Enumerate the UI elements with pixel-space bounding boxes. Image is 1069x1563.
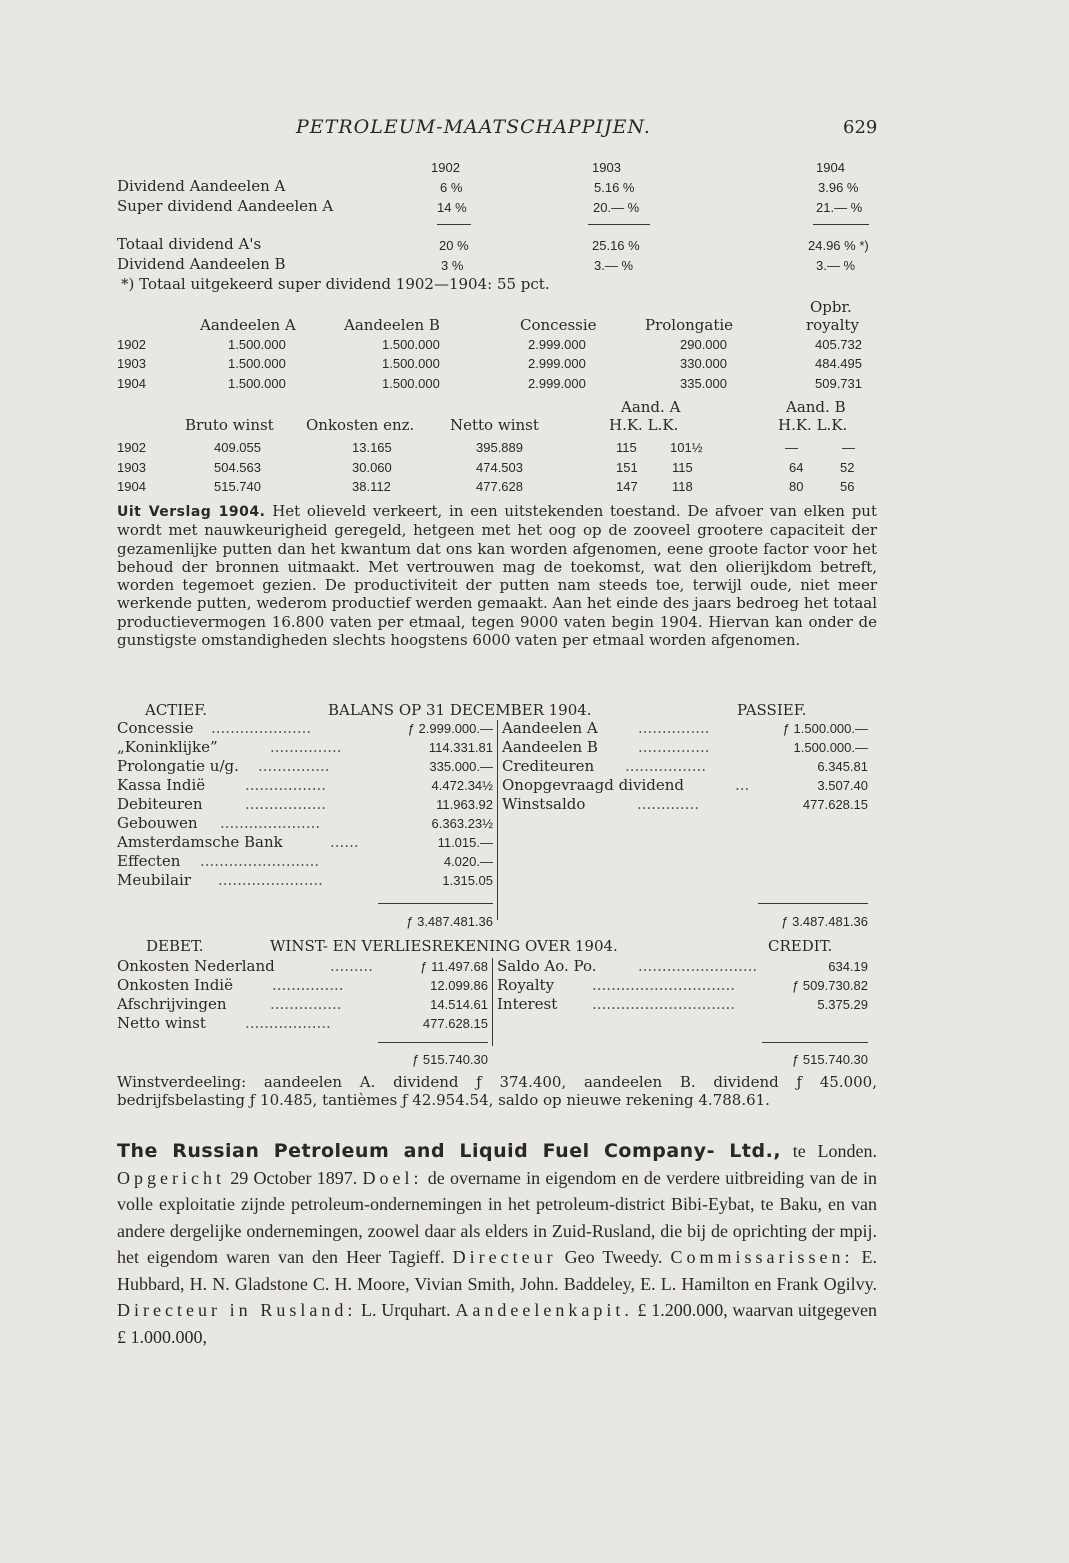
sum-rule bbox=[813, 224, 869, 225]
total-rule bbox=[378, 903, 493, 904]
pl-title: WINST- EN VERLIESREKENING OVER 1904. bbox=[270, 937, 618, 955]
balance-left-value: 335.000.— bbox=[429, 759, 493, 774]
cell: 101½ bbox=[670, 440, 703, 455]
footnote: *) Totaal uitgekeerd super dividend 1902—1904: 55 pct. bbox=[121, 275, 550, 293]
year-cell: 1904 bbox=[117, 479, 146, 494]
cell: 3.96 % bbox=[818, 180, 859, 195]
keyword: Opgericht bbox=[117, 1167, 225, 1188]
balance-left-label: Concessie bbox=[117, 719, 194, 737]
cell: 1.500.000 bbox=[382, 337, 440, 352]
balance-right-value: 3.507.40 bbox=[817, 778, 868, 793]
cell: — bbox=[842, 440, 855, 455]
balance-right-label: Onopgevraagd dividend bbox=[502, 776, 684, 794]
balance-left-value: 4.472.34½ bbox=[431, 778, 493, 793]
report-lead: Uit Verslag 1904. bbox=[117, 504, 266, 520]
year-cell: 1902 bbox=[117, 440, 146, 455]
dot-leader: ...................... bbox=[218, 871, 323, 889]
company-text: E. Hubbard, H. N. Gladstone C. H. Moore, Vivian Smith, John. Baddeley, E. L. Hamilton en Frank Ogilvy. bbox=[117, 1247, 877, 1294]
cell: 80 bbox=[789, 479, 804, 494]
dot-leader: ..................... bbox=[211, 719, 312, 737]
pl-right-label: Royalty bbox=[497, 976, 555, 994]
pl-left-value: 14.514.61 bbox=[430, 997, 488, 1012]
balance-left-value: 6.363.23½ bbox=[431, 816, 493, 831]
pl-right-label: Interest bbox=[497, 995, 558, 1013]
actief-heading: ACTIEF. bbox=[145, 701, 208, 719]
company-text: L. Urquhart. bbox=[361, 1300, 451, 1320]
cell: 38.112 bbox=[352, 479, 391, 494]
balance-right-label: Aandeelen B bbox=[502, 738, 598, 756]
cell: 409.055 bbox=[214, 440, 261, 455]
balance-left-value: 1.315.05 bbox=[442, 873, 493, 888]
dot-leader: ......................... bbox=[200, 852, 320, 870]
cell: 484.495 bbox=[815, 356, 862, 371]
pl-left-label: Netto winst bbox=[117, 1014, 206, 1032]
company-text: 29 October 1897. bbox=[230, 1167, 358, 1188]
dot-leader: .............................. bbox=[592, 995, 736, 1013]
balance-left-value: ƒ 2.999.000.— bbox=[407, 721, 493, 736]
col-header: Prolongatie bbox=[645, 316, 734, 334]
pl-right-value: 5.375.29 bbox=[817, 997, 868, 1012]
cell: 24.96 % *) bbox=[808, 238, 869, 253]
cell: 115 bbox=[616, 440, 637, 455]
dot-leader: ............... bbox=[638, 719, 710, 737]
pl-right-value: 634.19 bbox=[828, 959, 868, 974]
col-header: Netto winst bbox=[450, 416, 539, 434]
pl-left-label: Onkosten Indië bbox=[117, 976, 233, 994]
balance-left-label: Effecten bbox=[117, 852, 181, 870]
sum-rule bbox=[437, 224, 471, 225]
report-text: Het olieveld verkeert, in een uitstekenden toestand. De afvoer van elken put wordt met nauwkeurigheid geregeld, hetgeen met het oog op de zooveel grootere capaciteit der gezamenlijke putten dan het kwantum dat ons kan worden afgenomen, eene groote factor voor het behoud der bronnen uitmaakt. Met vertrouwen mag de toekomst, wat den olierijkdom betreft, worden tegemoet gezien. De productiviteit der putten nam steeds toe, terwijl oude, niet meer werkende putten, wederom productief werden gemaakt. Aan het einde des jaars bedroeg het totaal productievermogen 16.800 vaten per etmaal, tegen 9000 vaten begin 1904. Hiervan kan onder de gunstigste omstandigheden slechts hoogstens 6000 vaten per etmaal worden afgenomen. bbox=[117, 502, 877, 650]
balance-left-label: Meubilair bbox=[117, 871, 192, 889]
pl-right-value: ƒ 509.730.82 bbox=[792, 978, 868, 993]
cell: 20 % bbox=[439, 238, 469, 253]
year-cell: 1902 bbox=[117, 337, 146, 352]
row-label: Dividend Aandeelen B bbox=[117, 255, 286, 273]
cell: 330.000 bbox=[680, 356, 727, 371]
distribution-paragraph bbox=[117, 1073, 877, 1110]
cell: 21.— % bbox=[816, 200, 863, 215]
cell: 395.889 bbox=[476, 440, 523, 455]
sum-rule bbox=[588, 224, 650, 225]
col-header: Aand. A bbox=[621, 398, 681, 416]
balance-left-label: Gebouwen bbox=[117, 814, 198, 832]
cell: 2.999.000 bbox=[528, 337, 586, 352]
col-header: Onkosten enz. bbox=[306, 416, 415, 434]
cell: 1.500.000 bbox=[382, 376, 440, 391]
cell: 405.732 bbox=[815, 337, 862, 352]
balance-left-label: Amsterdamsche Bank bbox=[117, 833, 283, 851]
col-header: royalty bbox=[806, 316, 859, 334]
row-label: Totaal dividend A's bbox=[117, 235, 262, 253]
column-divider bbox=[497, 720, 498, 920]
balance-left-label: Debiteuren bbox=[117, 795, 203, 813]
company-text: de overname in eigendom en de verdere uitbreiding van de in volle exploitatie zijnde petroleum-ondernemingen in het petroleum-district Bibi-Eybat, te Baku, en van andere dergelijke ondernemingen, zoowel daar als elders in Zuid-Rusland, die bij de oprichting der mpij. het eigendom waren van den Heer Tagieff. bbox=[117, 1167, 877, 1267]
dot-leader: ................. bbox=[245, 795, 327, 813]
cell: 515.740 bbox=[214, 479, 261, 494]
cell: 504.563 bbox=[214, 460, 261, 475]
pl-left-label: Afschrijvingen bbox=[117, 995, 227, 1013]
balance-left-value: 114.331.81 bbox=[428, 740, 493, 755]
year-header: 1902 bbox=[431, 160, 460, 175]
passief-heading: PASSIEF. bbox=[737, 701, 807, 719]
cell: 335.000 bbox=[680, 376, 727, 391]
balance-right-value: ƒ 1.500.000.— bbox=[782, 721, 868, 736]
cell: 13.165 bbox=[352, 440, 392, 455]
cell: 5.16 % bbox=[594, 180, 635, 195]
cell: 20.— % bbox=[593, 200, 640, 215]
balance-right-total: ƒ 3.487.481.36 bbox=[781, 914, 868, 929]
balance-left-label: Kassa Indië bbox=[117, 776, 206, 794]
balance-left-label: Prolongatie u/g. bbox=[117, 757, 239, 775]
distribution-text: Winstverdeeling: aandeelen A. dividend ƒ 374.400, aandeelen B. dividend ƒ 45.000, bedrijfsbelasting ƒ 10.485, tantièmes ƒ 42.954.54, saldo op nieuwe rekening 4.788.61. bbox=[117, 1073, 877, 1110]
keyword: Directeur bbox=[452, 1247, 557, 1267]
balance-right-value: 6.345.81 bbox=[817, 759, 868, 774]
cell: 1.500.000 bbox=[228, 356, 286, 371]
cell: 509.731 bbox=[815, 376, 862, 391]
cell: 3.— % bbox=[816, 258, 856, 273]
year-header: 1904 bbox=[816, 160, 845, 175]
cell: 477.628 bbox=[476, 479, 523, 494]
col-header: H.K. L.K. bbox=[778, 416, 848, 434]
dot-leader: ............... bbox=[272, 976, 344, 994]
cell: 118 bbox=[672, 479, 693, 494]
dot-leader: ......... bbox=[330, 957, 373, 975]
balance-left-value: 11.015.— bbox=[437, 835, 493, 850]
cell: — bbox=[785, 440, 798, 455]
page-number: 629 bbox=[843, 117, 878, 138]
balance-title: BALANS OP 31 DECEMBER 1904. bbox=[328, 701, 592, 719]
col-header: Aandeelen A bbox=[200, 316, 296, 334]
pl-left-label: Onkosten Nederland bbox=[117, 957, 275, 975]
col-header: H.K. L.K. bbox=[609, 416, 679, 434]
dot-leader: .................. bbox=[245, 1014, 331, 1032]
column-divider bbox=[492, 958, 493, 1046]
dot-leader: ... bbox=[735, 776, 750, 794]
row-label: Dividend Aandeelen A bbox=[117, 177, 286, 195]
pl-left-value: 477.628.15 bbox=[422, 1016, 488, 1031]
cell: 1.500.000 bbox=[382, 356, 440, 371]
pl-left-value: ƒ 11.497.68 bbox=[420, 959, 488, 974]
dot-leader: ......................... bbox=[638, 957, 758, 975]
balance-right-label: Crediteuren bbox=[502, 757, 595, 775]
cell: 151 bbox=[616, 460, 638, 475]
cell: 14 % bbox=[437, 200, 467, 215]
balance-left-value: 4.020.— bbox=[443, 854, 493, 869]
pl-right-total: ƒ 515.740.30 bbox=[792, 1052, 868, 1067]
pl-right-label: Saldo Ao. Po. bbox=[497, 957, 597, 975]
cell: 56 bbox=[840, 479, 855, 494]
dot-leader: ............... bbox=[270, 738, 342, 756]
balance-right-value: 1.500.000.— bbox=[793, 740, 868, 755]
balance-right-label: Aandeelen A bbox=[502, 719, 598, 737]
total-rule bbox=[378, 1042, 488, 1043]
balance-right-label: Winstsaldo bbox=[502, 795, 586, 813]
balance-left-value: 11.963.92 bbox=[436, 797, 493, 812]
cell: 30.060 bbox=[352, 460, 392, 475]
dot-leader: ...... bbox=[330, 833, 359, 851]
cell: 52 bbox=[840, 460, 855, 475]
cell: 1.500.000 bbox=[228, 376, 286, 391]
keyword: Commissarissen: bbox=[670, 1247, 854, 1267]
year-cell: 1903 bbox=[117, 356, 146, 371]
dot-leader: ............... bbox=[258, 757, 330, 775]
cell: 1.500.000 bbox=[228, 337, 286, 352]
cell: 3.— % bbox=[594, 258, 634, 273]
pl-left-value: 12.099.86 bbox=[430, 978, 488, 993]
keyword: Directeur in Rusland: bbox=[117, 1300, 357, 1320]
credit-heading: CREDIT. bbox=[768, 937, 833, 955]
cell: 474.503 bbox=[476, 460, 523, 475]
col-header: Aandeelen B bbox=[344, 316, 440, 334]
dot-leader: .............................. bbox=[592, 976, 736, 994]
cell: 6 % bbox=[440, 180, 463, 195]
cell: 2.999.000 bbox=[528, 356, 586, 371]
total-rule bbox=[762, 1042, 868, 1043]
balance-right-value: 477.628.15 bbox=[802, 797, 868, 812]
cell: 3 % bbox=[441, 258, 464, 273]
running-title: PETROLEUM-MAATSCHAPPIJEN. bbox=[296, 116, 651, 138]
pl-left-total: ƒ 515.740.30 bbox=[412, 1052, 488, 1067]
cell: 64 bbox=[789, 460, 804, 475]
keyword: Aandeelenkapit. bbox=[455, 1300, 633, 1320]
col-header: Opbr. bbox=[810, 298, 852, 316]
row-label: Super dividend Aandeelen A bbox=[117, 197, 334, 215]
company-paragraph bbox=[117, 1138, 877, 1350]
dot-leader: ............... bbox=[270, 995, 342, 1013]
year-cell: 1904 bbox=[117, 376, 146, 391]
debet-heading: DEBET. bbox=[146, 937, 204, 955]
cell: 290.000 bbox=[680, 337, 727, 352]
dot-leader: ................. bbox=[625, 757, 707, 775]
col-header: Bruto winst bbox=[185, 416, 274, 434]
dot-leader: ................. bbox=[245, 776, 327, 794]
year-cell: 1903 bbox=[117, 460, 146, 475]
company-name: The Russian Petroleum and Liquid Fuel Company- Ltd., bbox=[117, 1140, 782, 1162]
cell: 2.999.000 bbox=[528, 376, 586, 391]
keyword: Doel: bbox=[362, 1167, 423, 1188]
dot-leader: ............... bbox=[638, 738, 710, 756]
cell: 25.16 % bbox=[592, 238, 640, 253]
balance-left-total: ƒ 3.487.481.36 bbox=[406, 914, 493, 929]
col-header: Concessie bbox=[520, 316, 597, 334]
cell: 147 bbox=[616, 479, 638, 494]
company-text: te Londen. bbox=[792, 1141, 878, 1161]
dot-leader: ............. bbox=[637, 795, 699, 813]
year-header: 1903 bbox=[592, 160, 621, 175]
col-header: Aand. B bbox=[786, 398, 846, 416]
report-paragraph bbox=[117, 502, 877, 649]
company-text: £ 1.200.000, waarvan uitgegeven £ 1.000.000, bbox=[117, 1300, 877, 1347]
dot-leader: ..................... bbox=[220, 814, 321, 832]
cell: 115 bbox=[672, 460, 693, 475]
balance-left-label: „Koninklijke” bbox=[117, 738, 218, 756]
total-rule bbox=[758, 903, 868, 904]
company-text: Geo Tweedy. bbox=[564, 1247, 663, 1267]
